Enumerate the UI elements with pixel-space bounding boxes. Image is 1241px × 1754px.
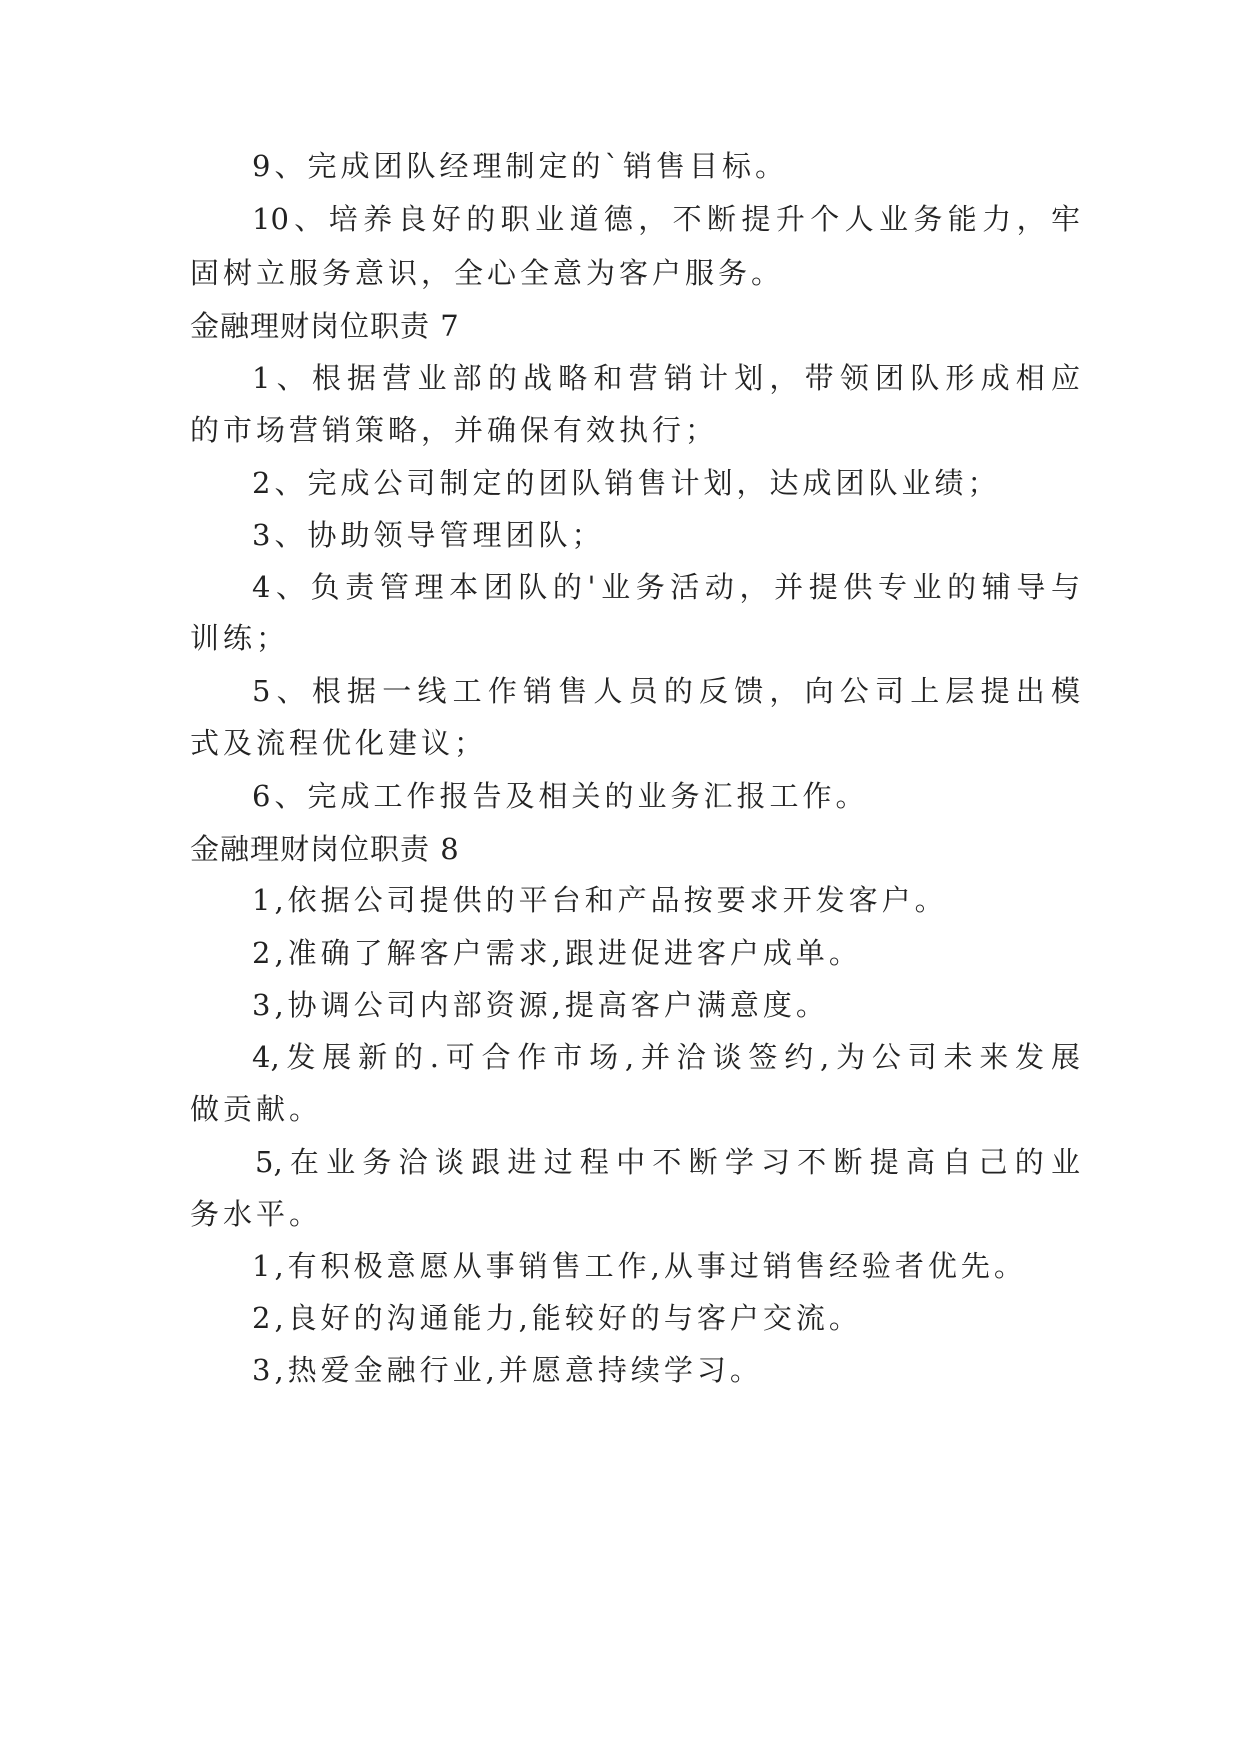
paragraph-line: 式及流程优化建议； [190, 726, 488, 760]
paragraph-line: 做贡献。 [190, 1092, 323, 1126]
paragraph-line: 1,依据公司提供的平台和产品按要求开发客户。 [252, 883, 948, 917]
paragraph-line: 3,协调公司内部资源,提高客户满意度。 [252, 988, 829, 1022]
paragraph-line: 5、根据一线工作销售人员的反馈，向公司上层提出模 [252, 674, 1080, 708]
paragraph-line: 2,准确了解客户需求,跟进促进客户成单。 [252, 936, 862, 970]
paragraph-line: 3、协助领导管理团队； [252, 518, 605, 552]
paragraph-line: 2,良好的沟通能力,能较好的与客户交流。 [252, 1301, 862, 1335]
paragraph-line: 2、完成公司制定的团队销售计划，达成团队业绩； [252, 466, 1001, 500]
paragraph-line: 的市场营销策略，并确保有效执行； [190, 413, 719, 447]
paragraph-line: 3,热爱金融行业,并愿意持续学习。 [252, 1353, 763, 1387]
paragraph-line: 1,有积极意愿从事销售工作,从事过销售经验者优先。 [252, 1249, 1027, 1283]
paragraph-line: 4,发展新的.可合作市场,并洽谈签约,为公司未来发展 [252, 1040, 1080, 1074]
paragraph-line: 4、负责管理本团队的'业务活动，并提供专业的辅导与 [252, 570, 1080, 604]
paragraph-line: 6、完成工作报告及相关的业务汇报工作。 [252, 779, 869, 813]
paragraph-line: 1、根据营业部的战略和营销计划，带领团队形成相应 [252, 361, 1080, 395]
paragraph-line: 训练； [190, 621, 290, 655]
section-heading: 金融理财岗位职责 8 [190, 832, 460, 866]
paragraph-line: 务水平。 [190, 1197, 323, 1231]
section-heading: 金融理财岗位职责 7 [190, 309, 460, 343]
paragraph-line: 5,在业务洽谈跟进过程中不断学习不断提高自己的业 [255, 1145, 1080, 1179]
paragraph-line: 固树立服务意识，全心全意为客户服务。 [190, 256, 785, 290]
paragraph-line: 10、培养良好的职业道德，不断提升个人业务能力，牢 [252, 202, 1080, 236]
paragraph-line: 9、完成团队经理制定的`销售目标。 [252, 149, 788, 183]
